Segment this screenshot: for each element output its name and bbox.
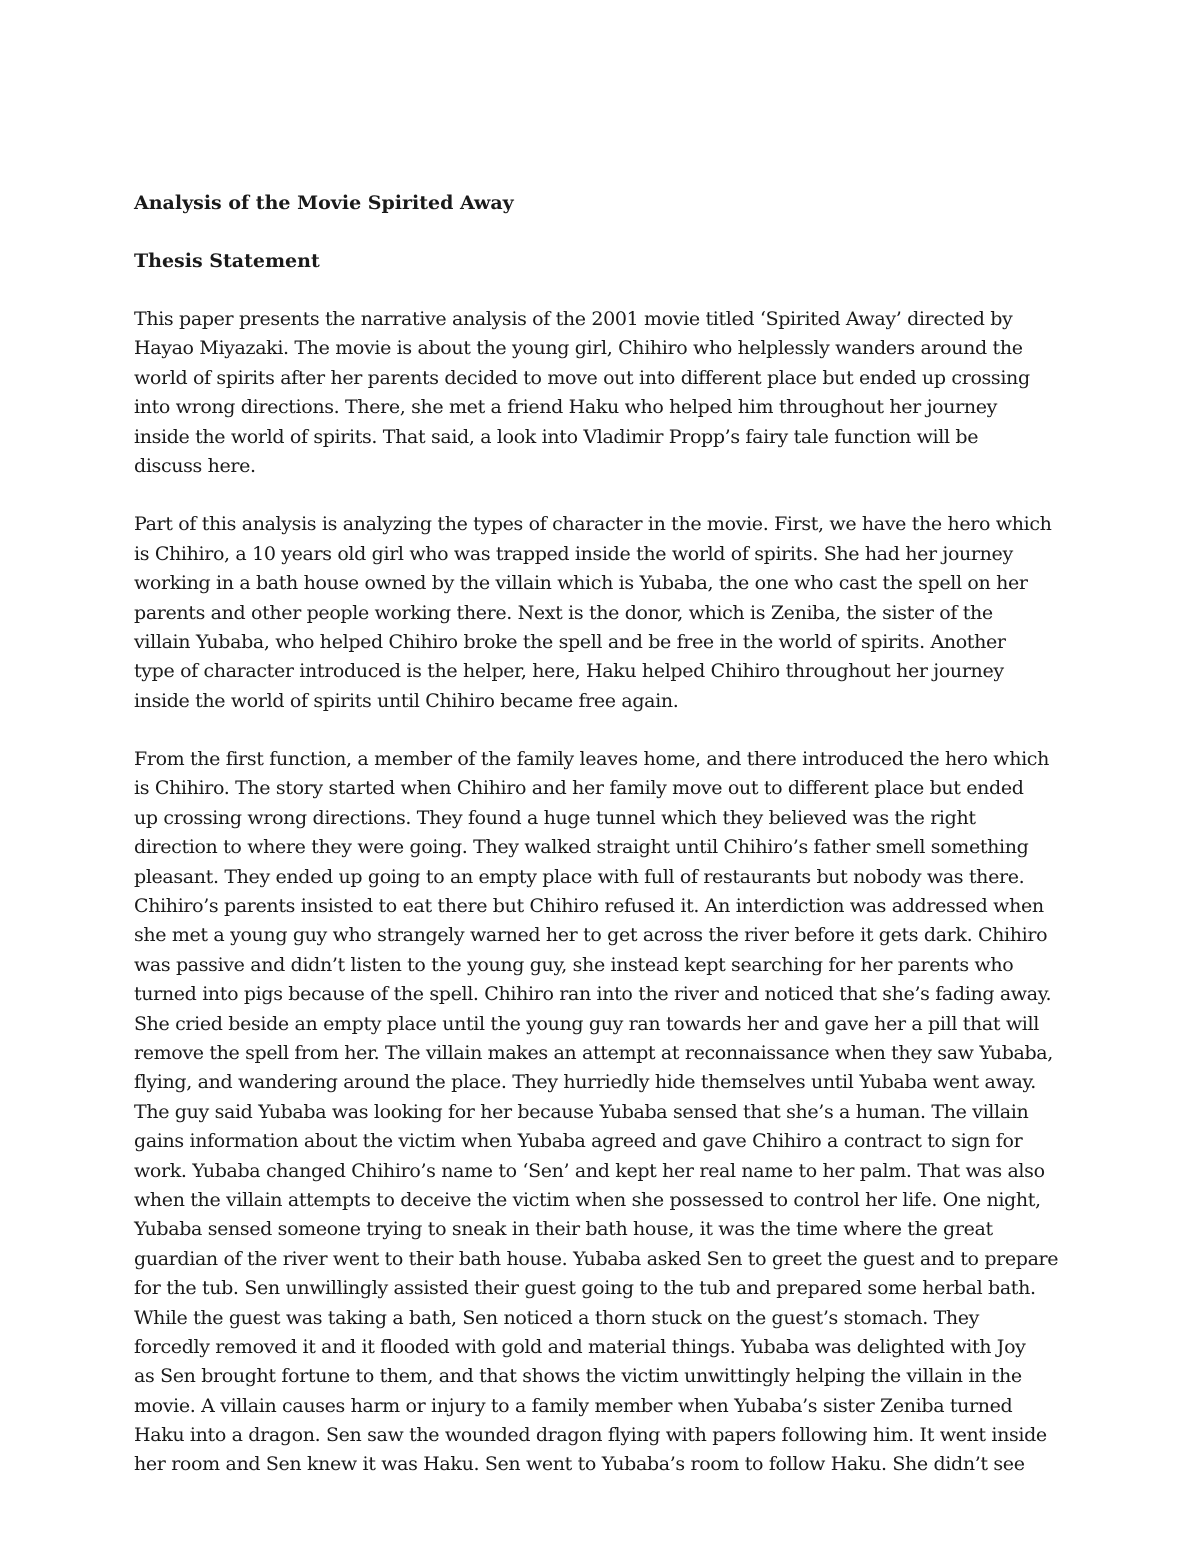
text-line: inside the world of spirits until Chihiro became free again. xyxy=(134,689,679,712)
text-line: gains information about the victim when Yubaba agreed and gave Chihiro a contract to sign for xyxy=(134,1130,1023,1153)
text-line: The guy said Yubaba was looking for her because Yubaba sensed that she’s a human. The villain xyxy=(134,1100,1029,1123)
text-line: From the first function, a member of the family leaves home, and there introduced the hero which xyxy=(134,748,1049,771)
text-line: up crossing wrong directions. They found a huge tunnel which they believed was the right xyxy=(134,806,976,829)
text-line: she met a young guy who strangely warned her to get across the river before it gets dark. Chihiro xyxy=(134,924,1048,947)
text-line: type of character introduced is the helper, here, Haku helped Chihiro throughout her journey xyxy=(134,660,1004,683)
text-line: discuss here. xyxy=(134,454,256,477)
text-line: pleasant. They ended up going to an empty place with full of restaurants but nobody was there. xyxy=(134,865,1025,888)
text-line: Haku into a dragon. Sen saw the wounded dragon flying with papers following him. It went inside xyxy=(134,1424,1047,1447)
text-line: Chihiro’s parents insisted to eat there but Chihiro refused it. An interdiction was addressed when xyxy=(134,895,1044,918)
text-line: world of spirits after her parents decided to move out into different place but ended up crossing xyxy=(134,366,1030,389)
text-line: work. Yubaba changed Chihiro’s name to ‘Sen’ and kept her real name to her palm. That was also xyxy=(134,1159,1045,1182)
text-line: into wrong directions. There, she met a friend Haku who helped him throughout her journey xyxy=(134,396,997,419)
text-line: for the tub. Sen unwillingly assisted their guest going to the tub and prepared some herbal bath. xyxy=(134,1277,1036,1300)
text-line: her room and Sen knew it was Haku. Sen went to Yubaba’s room to follow Haku. She didn’t see xyxy=(134,1453,1025,1476)
paragraph xyxy=(134,745,1074,1480)
paragraph xyxy=(134,510,1074,716)
text-line: flying, and wandering around the place. They hurriedly hide themselves until Yubaba went away. xyxy=(134,1071,1036,1094)
text-line: direction to where they were going. They walked straight until Chihiro’s father smell something xyxy=(134,836,1029,859)
text-line: Part of this analysis is analyzing the types of character in the movie. First, we have the hero which xyxy=(134,513,1052,536)
text-line: is Chihiro. The story started when Chihiro and her family move out to different place but ended xyxy=(134,777,1024,800)
text-line: She cried beside an empty place until the young guy ran towards her and gave her a pill that will xyxy=(134,1012,1039,1035)
text-line: turned into pigs because of the spell. Chihiro ran into the river and noticed that she’s fading away. xyxy=(134,983,1052,1006)
document-title: Analysis of the Movie Spirited Away xyxy=(134,192,514,214)
section-heading: Thesis Statement xyxy=(134,250,320,272)
text-line: While the guest was taking a bath, Sen noticed a thorn stuck on the guest’s stomach. They xyxy=(134,1306,980,1329)
text-line: forcedly removed it and it flooded with gold and material things. Yubaba was delighted with Joy xyxy=(134,1335,1026,1358)
text-line: inside the world of spirits. That said, a look into Vladimir Propp’s fairy tale function will be xyxy=(134,425,979,448)
text-line: working in a bath house owned by the villain which is Yubaba, the one who cast the spell on her xyxy=(134,572,1028,595)
text-line: was passive and didn’t listen to the young guy, she instead kept searching for her parents who xyxy=(134,953,1014,976)
paragraph-container xyxy=(134,305,1074,1480)
text-line: villain Yubaba, who helped Chihiro broke the spell and be free in the world of spirits. Another xyxy=(134,630,1006,653)
text-line: guardian of the river went to their bath house. Yubaba asked Sen to greet the guest and to prepare xyxy=(134,1247,1059,1270)
text-line: Hayao Miyazaki. The movie is about the young girl, Chihiro who helplessly wanders around the xyxy=(134,337,1023,360)
text-line: This paper presents the narrative analysis of the 2001 movie titled ‘Spirited Away’ directed by xyxy=(134,308,1013,330)
paragraph xyxy=(134,305,1074,481)
text-line: parents and other people working there. Next is the donor, which is Zeniba, the sister of the xyxy=(134,601,993,624)
text-line: remove the spell from her. The villain makes an attempt at reconnaissance when they saw Yubaba, xyxy=(134,1041,1053,1064)
text-line: when the villain attempts to deceive the victim when she possessed to control her life. One night, xyxy=(134,1188,1041,1211)
text-line: as Sen brought fortune to them, and that shows the victim unwittingly helping the villain in the xyxy=(134,1365,1022,1388)
text-line: is Chihiro, a 10 years old girl who was trapped inside the world of spirits. She had her journey xyxy=(134,542,1013,565)
document-body xyxy=(134,189,1074,1509)
text-line: movie. A villain causes harm or injury to a family member when Yubaba’s sister Zeniba turned xyxy=(134,1394,1013,1417)
text-line: Yubaba sensed someone trying to sneak in their bath house, it was the time where the great xyxy=(134,1218,993,1241)
